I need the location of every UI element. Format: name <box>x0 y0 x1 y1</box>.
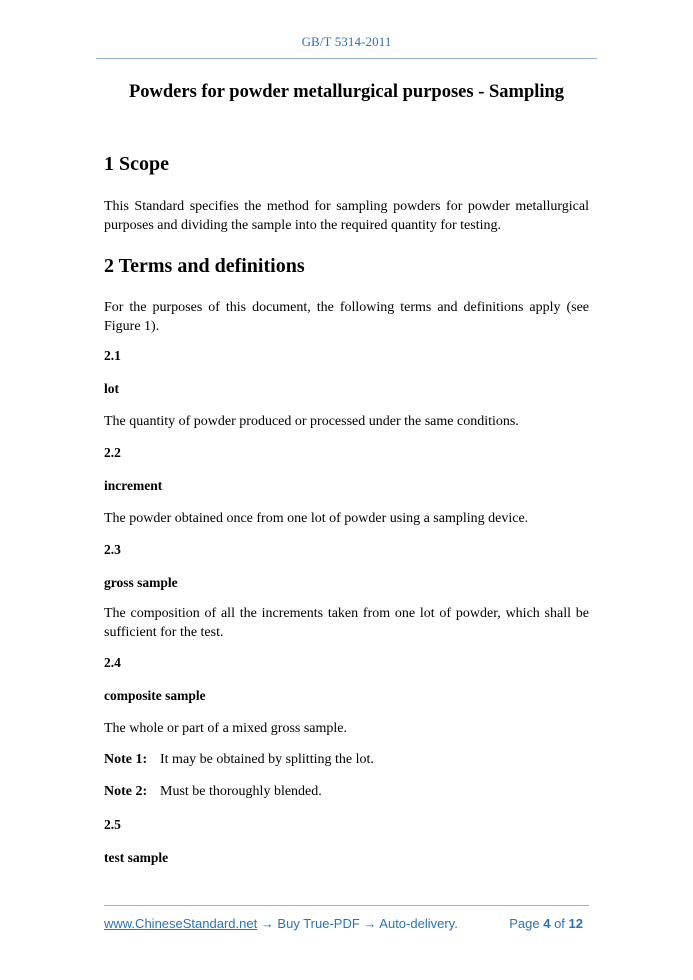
term-name: lot <box>104 381 119 396</box>
page-prefix: Page <box>509 916 544 931</box>
term-definition: The whole or part of a mixed gross sample. <box>104 721 347 736</box>
current-page-number: 4 <box>543 916 551 931</box>
note-line <box>104 784 322 800</box>
footer-promo <box>104 916 458 931</box>
header-divider <box>96 58 597 59</box>
section-heading-scope: 1 Scope <box>104 153 169 175</box>
term-number: 2.5 <box>104 817 121 832</box>
term-definition: The composition of all the increments taken from one lot of powder, which shall be sufficient for the test. <box>104 606 589 640</box>
note-label: Note 2: <box>104 784 148 799</box>
page-indicator <box>509 916 583 931</box>
term-definition: The powder obtained once from one lot of powder using a sampling device. <box>104 511 529 526</box>
standard-code: GB/T 5314-2011 <box>301 34 392 49</box>
term-number: 2.3 <box>104 542 121 557</box>
note-label: Note 1: <box>104 752 148 767</box>
website-link[interactable]: www.ChineseStandard.net <box>104 916 258 931</box>
note-line <box>104 752 374 768</box>
note-text: Must be thoroughly blended. <box>160 784 322 799</box>
term-name: composite sample <box>104 688 206 703</box>
terms-intro-paragraph: For the purposes of this document, the following terms and definitions apply (see Figure 1). <box>104 300 589 334</box>
term-name: increment <box>104 478 163 493</box>
document-title: Powders for powder metallurgical purposes - Sampling <box>128 82 565 102</box>
section-heading-terms: 2 Terms and definitions <box>104 255 305 277</box>
footer-promo-text: → Buy True-PDF → Auto-delivery. <box>257 916 458 931</box>
term-definition: The quantity of powder produced or processed under the same conditions. <box>104 414 519 429</box>
page-of: of <box>550 916 569 931</box>
term-number: 2.4 <box>104 655 121 670</box>
term-name: gross sample <box>104 575 178 590</box>
total-page-number: 12 <box>568 916 583 931</box>
note-text: It may be obtained by splitting the lot. <box>160 752 374 767</box>
term-number: 2.1 <box>104 348 121 363</box>
term-name: test sample <box>104 850 169 865</box>
term-number: 2.2 <box>104 445 121 460</box>
footer-divider <box>104 905 589 906</box>
scope-paragraph: This Standard specifies the method for sampling powders for powder metallurgical purposes and dividing the sample into the required quantity for testing. <box>104 199 589 233</box>
